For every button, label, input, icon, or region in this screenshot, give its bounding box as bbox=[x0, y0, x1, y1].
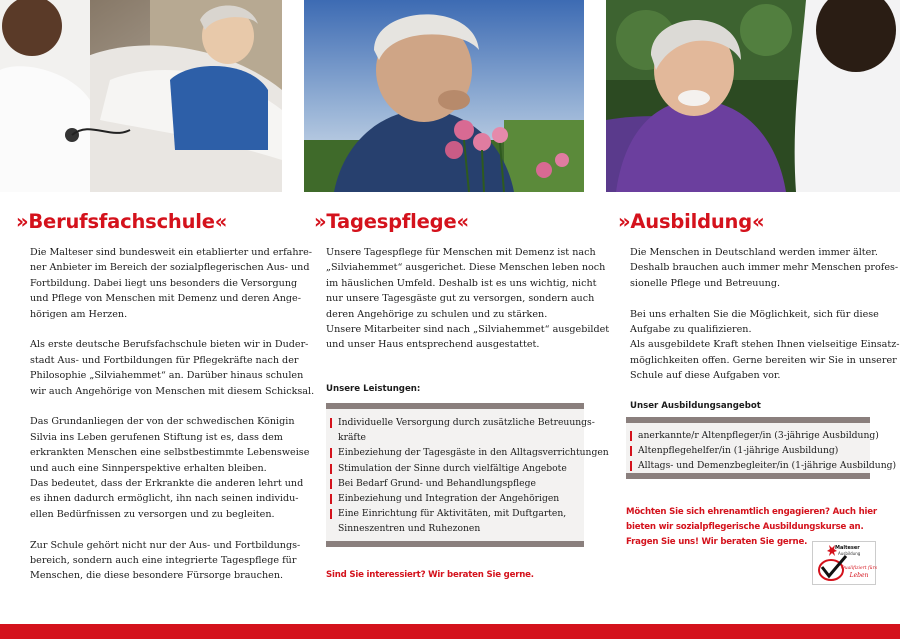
logo-sub: Ausbildung bbox=[838, 551, 861, 556]
services-list bbox=[330, 415, 609, 537]
text-line: Deshalb brauchen auch immer mehr Menschen profes- bbox=[630, 262, 899, 274]
body-text bbox=[326, 245, 610, 353]
services-box bbox=[326, 403, 609, 547]
text-line: sionelle Pflege und Betreuung. bbox=[630, 277, 781, 289]
list-item bbox=[630, 443, 866, 458]
text-line: Das bedeutet, dass der Erkrankte die anderen lehrt und bbox=[30, 478, 304, 490]
text-line: Unsere Mitarbeiter sind nach „Silviahemmet“ ausgebildet bbox=[326, 324, 610, 336]
text-line: anerkannte/r Altenpfleger/in (3-jährige Ausbildung) bbox=[638, 430, 879, 441]
paragraph bbox=[630, 245, 899, 291]
heading-ausbildung: »Ausbildung« bbox=[618, 210, 765, 233]
photo-man-smelling-flowers bbox=[304, 0, 584, 192]
text-line: ner Anbieter im Bereich der sozialpflegerischen Aus- und bbox=[30, 262, 310, 274]
text-line: Als erste deutsche Berufsfachschule bieten wir in Duder- bbox=[30, 339, 309, 351]
paragraph bbox=[326, 245, 610, 353]
text-line: möglichkeiten offen. Gerne bereiten wir Sie in unserer bbox=[630, 354, 897, 366]
list-item bbox=[330, 506, 580, 536]
text-line: Sinneszentren und Ruhezonen bbox=[338, 523, 481, 535]
text-line: Altenpflegehelfer/in (1-jährige Ausbildung) bbox=[638, 445, 839, 457]
text-line: Alltags- und Demenzbegleiter/in (1-jährige Ausbildung) bbox=[638, 460, 897, 472]
training-offer-title: Unser Ausbildungsangebot bbox=[630, 401, 761, 411]
text-line: Schule auf diese Aufgaben vor. bbox=[630, 370, 781, 382]
text-line: Als ausgebildete Kraft stehen Ihnen vielseitige Einsatz- bbox=[630, 339, 900, 351]
text-line: und auch eine Sinnperspektive erhalten bleiben. bbox=[30, 462, 267, 474]
text-line: Individuelle Versorgung durch zusätzliche Betreuungs- bbox=[338, 417, 595, 428]
text-line: Aufgabe zu qualifizieren. bbox=[630, 324, 752, 336]
text-line: Philosophie „Silviahemmet“ an. Darüber hinaus schulen bbox=[30, 370, 304, 382]
text-line: Die Malteser sind bundesweit ein etablierter und erfahre- bbox=[30, 247, 313, 258]
body-text bbox=[630, 245, 900, 384]
paragraph bbox=[30, 414, 310, 522]
body-text bbox=[30, 245, 315, 584]
text-line: Unsere Tagespflege für Menschen mit Demenz ist nach bbox=[326, 247, 596, 258]
text-line: Silvia ins Leben gerufenen Stiftung ist es, dass dem bbox=[30, 431, 283, 443]
list-item bbox=[630, 458, 897, 473]
text-line: Fortbildung. Dabei liegt uns besonders die Versorgung bbox=[30, 277, 298, 289]
footer-bar bbox=[0, 624, 900, 639]
tagline-line: Qualifiziert fürs bbox=[841, 566, 878, 571]
logo-brand: Malteser bbox=[835, 545, 860, 551]
text-line: Eine Einrichtung für Aktivitäten, mit Duftgarten, bbox=[338, 508, 567, 520]
paragraph bbox=[30, 337, 315, 399]
services-title: Unsere Leistungen: bbox=[326, 384, 421, 394]
list-item bbox=[330, 445, 609, 460]
text-line: bereich, sondern auch eine integrierte Tagespflege für bbox=[30, 555, 297, 567]
list-item bbox=[330, 461, 580, 476]
text-line: es ihnen dadurch ermöglicht, ihn nach seinen individu- bbox=[30, 493, 299, 505]
photo-doctor-patient bbox=[0, 0, 282, 192]
text-line: und unser Haus entsprechend ausgestattet. bbox=[326, 339, 540, 351]
text-line: Bei uns erhalten Sie die Möglichkeit, sich für diese bbox=[630, 308, 879, 320]
logo-tagline bbox=[841, 565, 877, 579]
list-item bbox=[630, 428, 879, 443]
text-line: Fragen Sie uns! Wir beraten Sie gerne. bbox=[626, 537, 808, 548]
text-line: Das Grundanliegen der von der schwedischen Königin bbox=[30, 416, 295, 428]
text-line: Die Menschen in Deutschland werden immer älter. bbox=[630, 247, 878, 258]
text-line: Möchten Sie sich ehrenamtlich engagieren? Auch hier bbox=[626, 507, 877, 517]
training-offer-list bbox=[630, 428, 897, 474]
tagline-line: Leben bbox=[849, 572, 869, 579]
text-line: Zur Schule gehört nicht nur der Aus- und Fortbildungs- bbox=[30, 539, 301, 551]
contact-note: Sind Sie interessiert? Wir beraten Sie gerne. bbox=[326, 570, 534, 580]
paragraph bbox=[30, 538, 301, 584]
malteser-ausbildung-logo bbox=[812, 541, 876, 585]
list-item bbox=[330, 415, 595, 445]
heading-tagespflege: »Tagespflege« bbox=[314, 210, 469, 233]
photo-laughing-woman bbox=[606, 0, 900, 192]
text-line: wir auch Angehörige von Menschen mit diesem Schicksal. bbox=[30, 385, 315, 397]
text-line: kräfte bbox=[338, 432, 366, 444]
list-item bbox=[330, 476, 580, 491]
text-line: ellen Bedürfnissen zu versorgen und zu begleiten. bbox=[30, 508, 275, 520]
text-line: Stimulation der Sinne durch vielfältige Angebote bbox=[338, 462, 567, 474]
text-line: Bei Bedarf Grund- und Behandlungspflege bbox=[338, 477, 536, 489]
text-line: und Pflege von Menschen mit Demenz und deren Ange- bbox=[30, 293, 301, 305]
list-item bbox=[330, 491, 580, 506]
text-line: im häuslichen Umfeld. Deshalb ist es uns wichtig, nicht bbox=[326, 277, 597, 289]
text-line: Einbeziehung der Tagesgäste in den Alltagsverrichtungen bbox=[338, 447, 609, 459]
paragraph bbox=[30, 245, 313, 322]
text-line: bieten wir sozialpflegerische Ausbildungskurse an. bbox=[626, 522, 864, 533]
paragraph bbox=[630, 307, 900, 384]
heading-berufsfachschule: »Berufsfachschule« bbox=[16, 210, 228, 233]
training-offer-box bbox=[626, 417, 897, 479]
text-line: „Silviahemmet“ ausgerichet. Diese Menschen leben noch bbox=[326, 262, 606, 274]
text-line: hörigen am Herzen. bbox=[30, 308, 128, 320]
text-line: erkrankten Menschen eine selbstbestimmte Lebensweise bbox=[30, 447, 310, 459]
text-line: Menschen, die diese besondere Fürsorge brauchen. bbox=[30, 570, 284, 582]
text-line: stadt Aus- und Fortbildungen für Pflegekräfte nach der bbox=[30, 354, 299, 366]
text-line: Einbeziehung und Integration der Angehörigen bbox=[338, 493, 560, 505]
text-line: nur unsere Tagesgäste gut zu versorgen, sondern auch bbox=[326, 293, 595, 305]
text-line: deren Angehörige zu schulen und zu stärken. bbox=[326, 308, 548, 320]
